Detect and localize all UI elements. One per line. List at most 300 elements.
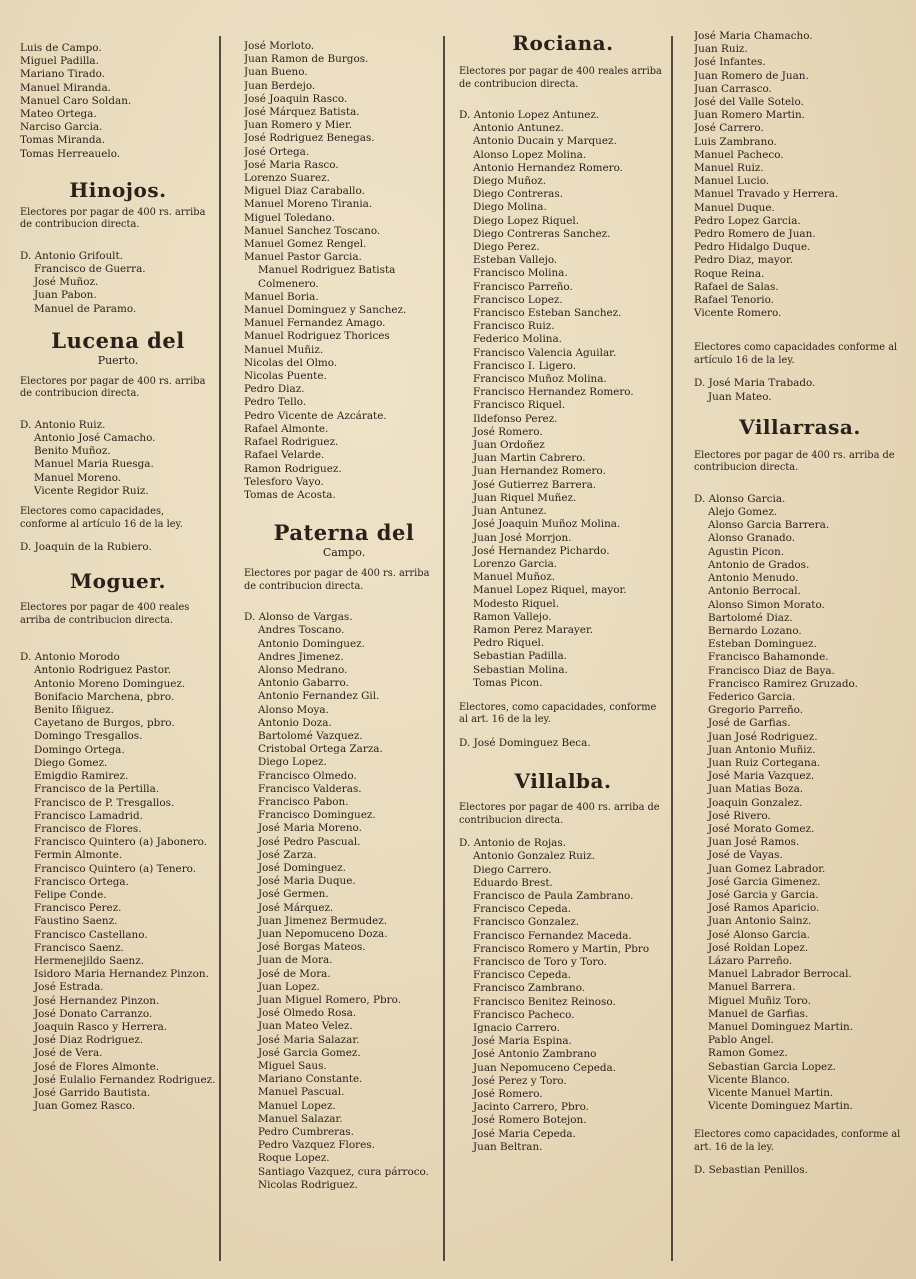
elector-name: Juan Antunez. (473, 505, 547, 518)
elector-name: José Joaquin Muñoz Molina. (473, 518, 621, 531)
elector-name: Ramon Vallejo. (473, 610, 552, 623)
elector-name: Pedro Hidalgo Duque. (694, 241, 811, 254)
elector-name: Alonso Simon Morato. (708, 598, 825, 611)
elector-name: Manuel Labrador Berrocal. (708, 968, 852, 981)
elector-name: Diego Carrero. (473, 863, 552, 876)
elector-name: Manuel Rodriguez Thorices (244, 330, 390, 343)
elector-name: Antonio Rodriguez Pastor. (34, 664, 172, 677)
elector-name: Francisco Pabon. (258, 795, 349, 808)
elector-name: Esteban Vallejo. (473, 254, 558, 267)
elector-name: Hermenejildo Saenz. (34, 954, 145, 967)
elector-name: Juan José Rodriguez. (708, 730, 818, 743)
elector-name: José Maria Espina. (473, 1035, 572, 1048)
elector-name: Ramon Perez Marayer. (473, 623, 594, 636)
elector-name: Federico Garcia. (708, 690, 796, 703)
elector-name: Antonio Dominguez. (258, 637, 365, 650)
elector-name: José Eulalio Fernandez Rodriguez. (34, 1073, 216, 1086)
name-list (20, 419, 216, 498)
elector-name: Luis de Campo. (20, 42, 102, 54)
name-list (20, 541, 216, 554)
elector-name: Tomas Herreauelo. (20, 147, 121, 160)
elector-note: Electores como capacidades, conforme al art. 16 de la ley. (694, 1129, 901, 1153)
elector-name: José Pedro Pascual. (258, 835, 361, 848)
elector-note: Electores, como capacidades, conforme al art. 16 de la ley. (459, 701, 657, 726)
town-subheading: Campo. (322, 546, 366, 560)
elector-name: Manuel de Paramo. (34, 302, 137, 315)
elector-name: José Roldan Lopez. (708, 941, 809, 954)
elector-name: Juan Berdejo. (244, 79, 316, 92)
elector-name: Lázaro Parreño. (708, 954, 793, 967)
elector-note: Electores por pagar de 400 rs. arriba de contribucion directa. (459, 802, 660, 826)
elector-name: Mariano Constante. (258, 1073, 363, 1086)
elector-name: José Hernandez Pichardo. (473, 544, 610, 557)
name-list (244, 40, 444, 502)
elector-name: Manuel Muñoz. (473, 571, 556, 584)
elector-name: D. Antonio de Rojas. (459, 837, 567, 850)
elector-name: Manuel Muñiz. (244, 343, 324, 356)
elector-name: Diego Muñoz. (473, 175, 547, 188)
elector-name: Francisco Hernandez Romero. (473, 386, 634, 399)
elector-name: José Olmedo Rosa. (258, 1007, 357, 1020)
elector-name: José Morloto. (244, 40, 315, 52)
elector-name: Francisco Olmedo. (258, 769, 357, 782)
elector-name: Manuel Duque. (694, 201, 775, 214)
elector-name: Ildefonso Perez. (473, 412, 558, 425)
elector-name: Juan Gomez Rasco. (34, 1100, 136, 1113)
elector-name: Pedro Tello. (244, 396, 307, 409)
elector-name: D. Antonio Lopez Antunez. (459, 109, 600, 121)
elector-name: Lorenzo Garcia. (473, 557, 558, 570)
town-heading-rociana: Rociana. (512, 31, 614, 55)
elector-name: Francisco Zambrano. (473, 982, 586, 995)
elector-name: José Borgas Mateos. (258, 941, 366, 954)
elector-name: Sebastian Padilla. (473, 650, 567, 663)
elector-name: Roque Lopez. (258, 1152, 330, 1165)
elector-name: José Márquez. (258, 901, 334, 914)
elector-note: Electores como capacidades, conforme al artículo 16 de la ley. (20, 506, 183, 530)
elector-name: Francisco Esteban Sanchez. (473, 307, 622, 320)
elector-name: José Gutierrez Barrera. (473, 478, 597, 491)
elector-name: Francisco Diaz de Baya. (708, 664, 835, 677)
elector-name: Juan Ordoñez (473, 439, 545, 452)
elector-name: José Maria Rasco. (244, 158, 339, 171)
elector-name: José Márquez Batista. (244, 106, 360, 119)
elector-name: Juan José Morrjon. (473, 531, 572, 544)
elector-name: Antonio Gabarro. (258, 677, 349, 690)
elector-name: José Zarza. (258, 848, 317, 861)
elector-name: Telesforo Vayo. (244, 475, 324, 488)
elector-name: Pedro Vazquez Flores. (258, 1139, 375, 1152)
elector-name: Francisco de P. Tresgallos. (34, 796, 175, 809)
elector-name: Francisco de Toro y Toro. (473, 955, 607, 968)
elector-name: Alonso Medrano. (258, 663, 348, 676)
elector-name: Francisco Molina. (473, 267, 568, 280)
elector-name: Antonio Antunez. (473, 122, 564, 135)
column-rule (671, 36, 673, 1261)
elector-note: Electores como capacidades conforme al artículo 16 de la ley. (694, 342, 898, 366)
elector-name: José de Flores Almonte. (34, 1060, 160, 1073)
elector-name: Francisco Fernandez Maceda. (473, 929, 632, 942)
elector-name: Nicolas Rodriguez. (258, 1178, 358, 1191)
elector-name: Juan Romero y Mier. (244, 119, 353, 132)
elector-name: Francisco Perez. (34, 902, 122, 915)
elector-name: Ramon Gomez. (708, 1047, 788, 1060)
elector-name: Francisco Benitez Reinoso. (473, 995, 616, 1008)
elector-name: Juan Romero Martin. (694, 109, 805, 122)
elector-note: Electores por pagar de 400 reales arriba de contribucion directa. (20, 602, 190, 626)
elector-name: Juan José Ramos. (708, 836, 800, 849)
elector-name: Alonso Moya. (258, 703, 329, 716)
elector-name: José del Valle Sotelo. (694, 96, 804, 109)
elector-name: José Muñoz. (34, 276, 99, 289)
elector-name: José Rodriguez Benegas. (244, 132, 375, 145)
elector-name: José Carrero. (694, 122, 764, 135)
elector-name: José Joaquin Rasco. (244, 92, 348, 105)
elector-note: Electores por pagar de 400 rs. arriba de contribucion directa. (20, 375, 206, 400)
elector-name: Vicente Dominguez Martin. (708, 1100, 853, 1113)
elector-name: Francisco Romero y Martin, Pbro (473, 942, 650, 955)
elector-note: Electores por pagar de 400 reales arriba de contribucion directa. (459, 66, 662, 90)
elector-name: Agustin Picon. (708, 545, 785, 558)
elector-name: José Infantes. (694, 56, 766, 69)
elector-name: José Rivero. (708, 809, 771, 822)
elector-name: Pedro Diaz. (244, 383, 305, 396)
elector-name: Miguel Muñiz Toro. (708, 994, 811, 1007)
elector-name: Miguel Diaz Caraballo. (244, 185, 365, 198)
elector-name: D. José Maria Trabado. (694, 377, 816, 390)
elector-name: Manuel Dominguez y Sanchez. (244, 304, 407, 317)
elector-name: Manuel Barrera. (708, 981, 796, 994)
elector-name: Juan Pabon. (34, 289, 97, 302)
elector-name: Francisco I. Ligero. (473, 359, 576, 372)
elector-name: Francisco Gonzalez. (473, 916, 580, 929)
elector-name: José Antonio Zambrano (473, 1048, 597, 1061)
elector-name: Manuel Boria. (244, 290, 319, 303)
elector-name: José Morato Gomez. (708, 822, 815, 835)
elector-name: Miguel Toledano. (244, 211, 335, 224)
elector-name: José Romero Botejon. (473, 1114, 587, 1127)
elector-name: Manuel Travado y Herrera. (694, 188, 839, 201)
elector-name: Francisco Quintero (a) Tenero. (34, 862, 197, 875)
elector-name: José Germen. (258, 888, 329, 901)
town-heading-paterna: Paterna del (273, 520, 415, 546)
elector-name: Francisco Ramirez Gruzado. (708, 677, 858, 690)
elector-name: Juan Bueno. (244, 66, 308, 79)
elector-name: Diego Molina. (473, 201, 547, 214)
elector-name: Tomas Picon. (473, 676, 543, 689)
elector-name: José Maria Moreno. (258, 822, 362, 835)
elector-name: José Romero. (473, 425, 543, 438)
elector-name: Nicolas Puente. (244, 370, 327, 383)
elector-name: D. Sebastian Penillos. (694, 1164, 808, 1177)
elector-name: Eduardo Brest. (473, 876, 553, 889)
elector-name: José Maria Cepeda. (473, 1127, 576, 1140)
elector-name: José Garcia y Garcia. (708, 888, 819, 901)
elector-name: Miguel Padilla. (20, 55, 99, 68)
elector-name: Nicolas del Olmo. (244, 356, 338, 369)
elector-name: Juan Antonio Muñiz. (708, 743, 816, 756)
elector-name: Manuel Caro Soldan. (20, 94, 132, 107)
elector-name: Francisco de la Pertilla. (34, 783, 160, 796)
elector-name: Antonio Menudo. (708, 572, 799, 585)
elector-name: Domingo Ortega. (34, 743, 125, 756)
elector-name: Alonso Lopez Molina. (473, 148, 587, 161)
elector-name: Francisco de Paula Zambrano. (473, 889, 634, 902)
elector-name: Juan Nepomuceno Doza. (258, 927, 388, 940)
elector-name: D. Antonio Morodo (20, 651, 120, 664)
elector-name: Francisco Parreño. (473, 280, 573, 293)
elector-name: Francisco Castellano. (34, 928, 148, 941)
elector-name: Manuel Maria Ruesga. (34, 458, 154, 471)
name-list (20, 651, 216, 1113)
elector-name: Pablo Angel. (708, 1034, 774, 1047)
elector-note: Electores por pagar de 400 rs. arriba de contribucion directa. (244, 568, 430, 592)
elector-name: Vicente Romero. (694, 307, 782, 320)
elector-name: Diego Perez. (473, 241, 540, 254)
elector-name: Vicente Manuel Martin. (708, 1087, 834, 1100)
elector-name: Pedro Diaz, mayor. (694, 254, 794, 267)
elector-name: José Perez y Toro. (473, 1074, 567, 1087)
column-rule (219, 36, 221, 1261)
elector-name: Gregorio Parreño. (708, 704, 804, 717)
elector-name: Felipe Conde. (34, 888, 107, 901)
elector-name: Francisco Ruiz. (473, 320, 555, 333)
elector-name: Alonso Garcia Barrera. (708, 519, 830, 532)
elector-name: Diego Contreras Sanchez. (473, 227, 611, 240)
elector-name: Tomas Miranda. (20, 134, 106, 147)
elector-name: Francisco Valencia Aguilar. (473, 346, 617, 359)
elector-name: Diego Gomez. (34, 756, 108, 769)
elector-name: Andres Toscano. (258, 624, 345, 637)
elector-name: Ignacio Carrero. (473, 1021, 560, 1034)
elector-name: Juan Miguel Romero, Pbro. (258, 994, 402, 1006)
elector-name: Sebastian Garcia Lopez. (708, 1060, 836, 1073)
elector-name: D. José Dominguez Beca. (459, 736, 591, 749)
elector-name: Francisco Dominguez. (258, 809, 376, 822)
elector-name: José Diaz Rodriguez. (34, 1034, 144, 1047)
column-2 (244, 40, 444, 1259)
column-1 (20, 42, 216, 1259)
elector-name: Rafael Rodriguez. (244, 436, 339, 449)
elector-name: Sebastian Molina. (473, 663, 568, 676)
elector-name: Juan Ruiz. (694, 43, 748, 56)
elector-name: Rafael Almonte. (244, 422, 329, 435)
elector-name: Roque Reina. (694, 267, 765, 280)
elector-name: Juan Matias Boza. (708, 783, 804, 796)
elector-name: Antonio Doza. (258, 716, 332, 729)
elector-name: José Garrido Bautista. (34, 1086, 151, 1099)
elector-name: Bartolomé Vazquez. (258, 729, 363, 742)
town-subheading: Puerto. (97, 353, 139, 367)
elector-name: José de Vayas. (708, 849, 783, 862)
elector-name: Francisco Lamadrid. (34, 809, 143, 822)
elector-name: Antonio de Grados. (708, 558, 810, 571)
elector-name: Cayetano de Burgos, pbro. (34, 717, 175, 730)
elector-name: Manuel Moreno. (34, 471, 122, 484)
elector-name: Pedro Riquel. (473, 637, 545, 650)
elector-name: Pedro Cumbreras. (258, 1126, 354, 1139)
town-heading-villalba: Villalba. (514, 769, 612, 794)
name-list (20, 42, 216, 161)
elector-name: D. Antonio Grifoult. (20, 249, 123, 262)
elector-name: Manuel Dominguez Martin. (708, 1021, 854, 1033)
name-list (459, 109, 667, 690)
elector-name: Vicente Regidor Ruiz. (34, 484, 149, 497)
elector-name: Antonio Ducain y Marquez. (473, 135, 617, 148)
elector-name: D. Antonio Ruiz. (20, 418, 106, 431)
name-list (694, 377, 906, 403)
elector-name: Bonifacio Marchena, pbro. (34, 690, 175, 703)
elector-name: Manuel Pacheco. (694, 148, 784, 161)
elector-name: Juan Mateo Velez. (258, 1020, 353, 1033)
elector-name: Mariano Tirado. (20, 68, 106, 81)
column-4 (694, 30, 906, 1259)
elector-name: Emigdio Ramirez. (34, 770, 129, 783)
elector-name: Vicente Blanco. (708, 1073, 790, 1086)
elector-name: Esteban Dominguez. (708, 638, 817, 651)
elector-name: Diego Lopez. (258, 756, 327, 769)
name-list (694, 30, 906, 320)
elector-name: Francisco Valderas. (258, 782, 362, 795)
elector-name: Faustino Saenz. (34, 915, 118, 928)
elector-name: Manuel Gomez Rengel. (244, 238, 367, 251)
elector-name: Joaquin Gonzalez. (708, 796, 803, 809)
elector-name: Manuel Pascual. (258, 1086, 345, 1099)
elector-name: Jacinto Carrero, Pbro. (473, 1101, 589, 1114)
elector-name: Luis Zambrano. (694, 135, 777, 148)
elector-name: Juan Hernandez Romero. (473, 465, 606, 478)
name-list (694, 493, 906, 1114)
elector-name: Santiago Vazquez, cura párroco. (258, 1165, 429, 1178)
elector-name: Tomas de Acosta. (244, 488, 336, 501)
elector-name: José de Garfias. (708, 717, 791, 730)
elector-name: Pedro Romero de Juan. (694, 228, 816, 241)
elector-name: Miguel Saus. (258, 1060, 327, 1073)
elector-name: Bartolomé Diaz. (708, 611, 793, 624)
elector-name: José Romero. (473, 1088, 543, 1100)
elector-name: Manuel Sanchez Toscano. (244, 224, 381, 237)
elector-name: José Garcia Gomez. (258, 1046, 361, 1059)
elector-name: José de Vera. (34, 1047, 103, 1060)
elector-name: Modesto Riquel. (473, 597, 560, 610)
elector-name: Juan Lopez. (258, 980, 320, 993)
elector-name: Andres Jimenez. (258, 650, 344, 663)
elector-name: Alejo Gomez. (708, 506, 778, 519)
name-list (244, 611, 444, 1192)
elector-name: Antonio José Camacho. (34, 432, 156, 445)
elector-name: Manuel Rodriguez Batista Colmenero. (258, 264, 396, 290)
name-list (459, 737, 667, 750)
elector-name: Antonio Hernandez Romero. (473, 161, 623, 174)
elector-name: José Hernandez Pinzon. (34, 994, 160, 1007)
elector-name: Alonso Granado. (708, 532, 796, 545)
elector-name: Manuel Pastor Garcia. (244, 251, 362, 264)
elector-name: Francisco Bahamonde. (708, 651, 829, 664)
elector-name: José Donato Carranzo. (34, 1007, 153, 1020)
elector-name: Francisco de Flores. (34, 822, 142, 835)
elector-name: Manuel Moreno Tirania. (244, 198, 373, 211)
elector-name: Manuel de Garfias. (708, 1007, 809, 1020)
elector-name: José Estrada. (34, 981, 104, 994)
elector-name: Pedro Lopez Garcia. (694, 214, 801, 227)
elector-name: Rafael Velarde. (244, 449, 325, 462)
elector-name: Pedro Vicente de Azcárate. (244, 409, 387, 422)
elector-name: José Maria Chamacho. (694, 30, 813, 42)
elector-name: Francisco Cepeda. (473, 969, 571, 982)
elector-name: Francisco Ortega. (34, 875, 129, 888)
elector-name: Isidoro Maria Hernandez Pinzon. (34, 968, 209, 981)
elector-name: Francisco Lopez. (473, 293, 563, 306)
elector-name: Antonio Fernandez Gil. (258, 690, 380, 703)
elector-name: Cristobal Ortega Zarza. (258, 743, 383, 756)
elector-name: Juan Gomez Labrador. (708, 862, 826, 875)
elector-name: Juan Jimenez Bermudez. (258, 914, 388, 927)
elector-name: Juan Carrasco. (694, 82, 772, 95)
name-list (20, 250, 216, 316)
column-3 (459, 28, 667, 1259)
elector-name: Francisco Saenz. (34, 941, 124, 954)
elector-name: D. Alonso Garcia. (694, 492, 786, 505)
elector-name: Ramon Rodriguez. (244, 462, 342, 475)
elector-name: Antonio Gonzalez Ruiz. (473, 850, 595, 863)
elector-name: José Alonso Garcia. (708, 928, 810, 941)
elector-name: José Maria Salazar. (258, 1033, 360, 1046)
elector-name: Antonio Moreno Dominguez. (34, 677, 186, 690)
elector-name: Federico Molina. (473, 333, 562, 346)
elector-name: Mateo Ortega. (20, 108, 97, 121)
elector-name: José Ortega. (244, 145, 310, 158)
elector-name: José Maria Duque. (258, 875, 356, 888)
elector-name: Francisco de Guerra. (34, 263, 146, 276)
elector-name: Joaquin Rasco y Herrera. (34, 1020, 168, 1033)
elector-name: Francisco Muñoz Molina. (473, 373, 607, 386)
elector-name: Narciso Garcia. (20, 121, 103, 134)
elector-name: Francisco Pacheco. (473, 1008, 575, 1021)
elector-name: Francisco Quintero (a) Jabonero. (34, 836, 208, 849)
elector-name: Manuel Lopez Riquel, mayor. (473, 584, 627, 597)
elector-name: Domingo Tresgallos. (34, 730, 143, 743)
elector-name: Diego Contreras. (473, 188, 563, 201)
elector-name: Fermin Almonte. (34, 849, 123, 862)
elector-name: Manuel Fernandez Amago. (244, 317, 386, 330)
elector-name: José Maria Vazquez. (708, 770, 815, 783)
town-heading-villarrasa: Villarrasa. (739, 414, 861, 439)
elector-name: Francisco Riquel. (473, 399, 566, 412)
elector-name: Juan Ruiz Cortegana. (708, 756, 821, 769)
elector-name: Juan de Mora. (258, 954, 333, 967)
town-heading-moguer: Moguer. (70, 569, 166, 594)
elector-note: Electores por pagar de 400 rs. arriba de contribucion directa. (20, 206, 206, 231)
elector-name: Bernardo Lozano. (708, 624, 802, 637)
name-list (459, 837, 667, 1154)
elector-name: José de Mora. (258, 967, 331, 980)
elector-name: Juan Mateo. (708, 390, 772, 403)
elector-name: Juan Antonio Sainz. (708, 915, 812, 928)
elector-name: Manuel Lopez. (258, 1099, 336, 1112)
elector-name: Lorenzo Suarez. (244, 172, 330, 185)
elector-name: Antonio Berrocal. (708, 585, 801, 598)
elector-name: Manuel Salazar. (258, 1112, 343, 1125)
elector-name: Juan Nepomuceno Cepeda. (473, 1061, 617, 1074)
elector-name: Francisco Cepeda. (473, 903, 571, 916)
town-heading-lucena: Lucena del (51, 327, 185, 353)
elector-name: José Ramos Aparicio. (708, 902, 820, 915)
elector-note: Electores por pagar de 400 rs. arriba de contribucion directa. (694, 449, 895, 474)
elector-name: Manuel Miranda. (20, 81, 111, 94)
elector-name: José Garcia Gimenez. (708, 875, 821, 888)
elector-name: Juan Martin Cabrero. (473, 452, 586, 465)
elector-name: D. Alonso de Vargas. (244, 611, 353, 624)
